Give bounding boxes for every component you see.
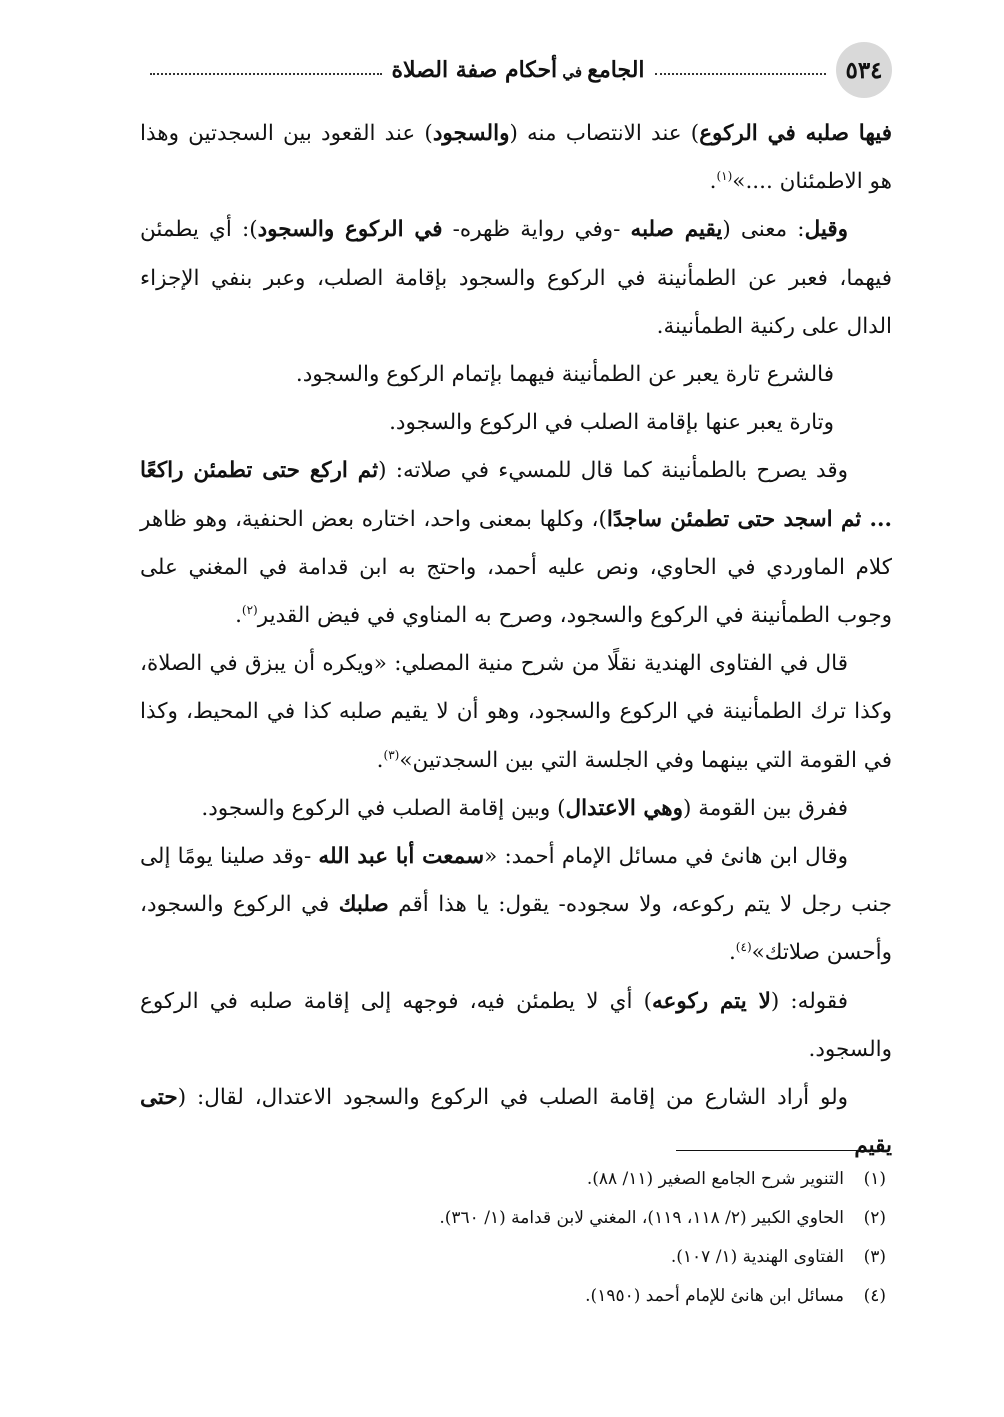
book-title-part3: أحكام صفة الصلاة [391, 57, 558, 83]
bold-phrase: يقيم صلبه [630, 217, 723, 243]
footnote-separator [676, 1150, 886, 1151]
text-run: وقال ابن هانئ في مسائل الإمام أحمد: « [484, 844, 848, 870]
page-number: ٥٣٤ [836, 42, 892, 98]
bold-phrase: صلبك [338, 892, 389, 918]
paragraph-10 [140, 1074, 892, 1170]
footnote-number: (٤) [863, 1286, 886, 1306]
footnote-text: الحاوي الكبير (٢/ ١١٨، ١١٩)، المغني لابن قدامة (١/ ٣٦٠). [439, 1208, 844, 1228]
bold-phrase: سمعت أبا عبد الله [318, 844, 485, 870]
footnote-ref: (٤) [735, 940, 752, 955]
footnote-item [140, 1277, 892, 1316]
paragraph-9 [140, 978, 892, 1074]
bold-phrase: في الركوع والسجود [257, 217, 443, 243]
paragraph-5 [140, 447, 892, 640]
bold-phrase: وقيل [804, 217, 848, 243]
bold-phrase: لا يتم ركوعه [652, 988, 771, 1014]
main-text [140, 110, 892, 1170]
bold-phrase: وهي الاعتدال [565, 795, 684, 821]
footnote-number: (١) [863, 1169, 886, 1189]
text-run: ) وبين إقامة الصلب في الركوع والسجود. [201, 795, 566, 821]
book-title [392, 57, 645, 83]
text-run: ): أي يطمئن فيهما، فعبر عن الطمأنينة في الركوع والسجود بإقامة الصلب، وعبر بنفي الإجزاء الدال على ركنية الطمأنينة. [140, 217, 892, 339]
paragraph-3: فالشرع تارة يعبر عن الطمأنينة فيهما بإتمام الركوع والسجود. [295, 362, 834, 388]
text-run: . [709, 169, 717, 195]
book-title-part2: في [557, 63, 588, 81]
text-run: : معنى ( [722, 217, 805, 243]
paragraph-6 [140, 640, 892, 785]
text-run: . [376, 747, 384, 773]
paragraph-7 [140, 785, 892, 833]
footnotes [140, 1160, 892, 1316]
text-run: وقد يصرح بالطمأنينة كما قال للمسيء في صلاته: ( [378, 458, 848, 484]
header-dotted-line-right [655, 73, 826, 75]
footnote-text: التنوير شرح الجامع الصغير (١١/ ٨٨). [586, 1169, 844, 1189]
text-run: ) عند الانتصاب منه ( [509, 121, 700, 146]
footnote-item [140, 1238, 892, 1277]
text-run: في الركوع والسجود، وأحسن صلاتك» [140, 892, 892, 966]
text-run: قال في الفتاوى الهندية نقلًا من شرح منية المصلي: «ويكره أن يبزق في الصلاة، وكذا ترك الطمأنينة في الركوع والسجود، وهو أن لا يقيم صلبه كذا في المحيط، وكذا في القومة التي بينهما وفي الجلسة التي بين السجدتين» [140, 651, 892, 773]
paragraph-4: وتارة يعبر عنها بإقامة الصلب في الركوع والسجود. [389, 410, 834, 436]
bold-phrase: فيها صلبه في الركوع [699, 121, 893, 146]
footnote-number: (٢) [863, 1208, 886, 1228]
footnote-text: الفتاوى الهندية (١/ ١٠٧). [670, 1247, 844, 1267]
text-run: ) أي لا يطمئن فيه، فوجهه إلى إقامة صلبه في الركوع والسجود. [140, 988, 892, 1062]
footnote-item [140, 1160, 892, 1199]
page-header [140, 40, 892, 100]
text-run: فقوله: ( [770, 988, 849, 1014]
paragraph-1 [140, 110, 892, 206]
text-run: -وفي رواية ظهره- [442, 217, 631, 243]
header-dotted-line-left [150, 73, 382, 75]
book-title-part1: الجامع [587, 57, 645, 83]
text-run: ولو أراد الشارع من إقامة الصلب في الركوع والسجود الاعتدال، لقال: ( [177, 1085, 848, 1111]
footnote-item [140, 1199, 892, 1238]
footnote-ref: (٢) [241, 602, 258, 617]
bold-phrase: حتى يقيم [140, 1085, 892, 1159]
text-run: ) عند القعود بين السجدتين وهذا هو الاطمئنان ....» [140, 121, 892, 195]
text-run: ففرق بين القومة ( [683, 795, 848, 821]
bold-phrase: ثم اركع حتى تطمئن راكعًا ... ثم اسجد حتى تطمئن ساجدًا [140, 458, 892, 532]
footnote-ref: (١) [716, 169, 733, 184]
text-run: . [728, 940, 736, 966]
footnote-text: مسائل ابن هانئ للإمام أحمد (١٩٥٠). [585, 1286, 844, 1306]
footnote-number: (٣) [863, 1247, 886, 1267]
text-run: . [235, 603, 242, 629]
bold-phrase: والسجود [432, 121, 510, 146]
text-run: )، وكلها بمعنى واحد، اختاره بعض الحنفية، وهو ظاهر كلام الماوردي في الحاوي، ونص عليه أحمد، واحتج به ابن قدامة في المغني على وجوب الطمأنينة في الركوع والسجود، وصرح به المناوي في فيض القدير [140, 506, 892, 629]
paragraph-8 [140, 833, 892, 978]
paragraph-2 [140, 206, 892, 351]
footnote-ref: (٣) [383, 747, 400, 762]
text-run: -وقد صلينا يومًا إلى جنب رجل لا يتم ركوعه، ولا سجوده- يقول: يا هذا أقم [140, 844, 892, 918]
